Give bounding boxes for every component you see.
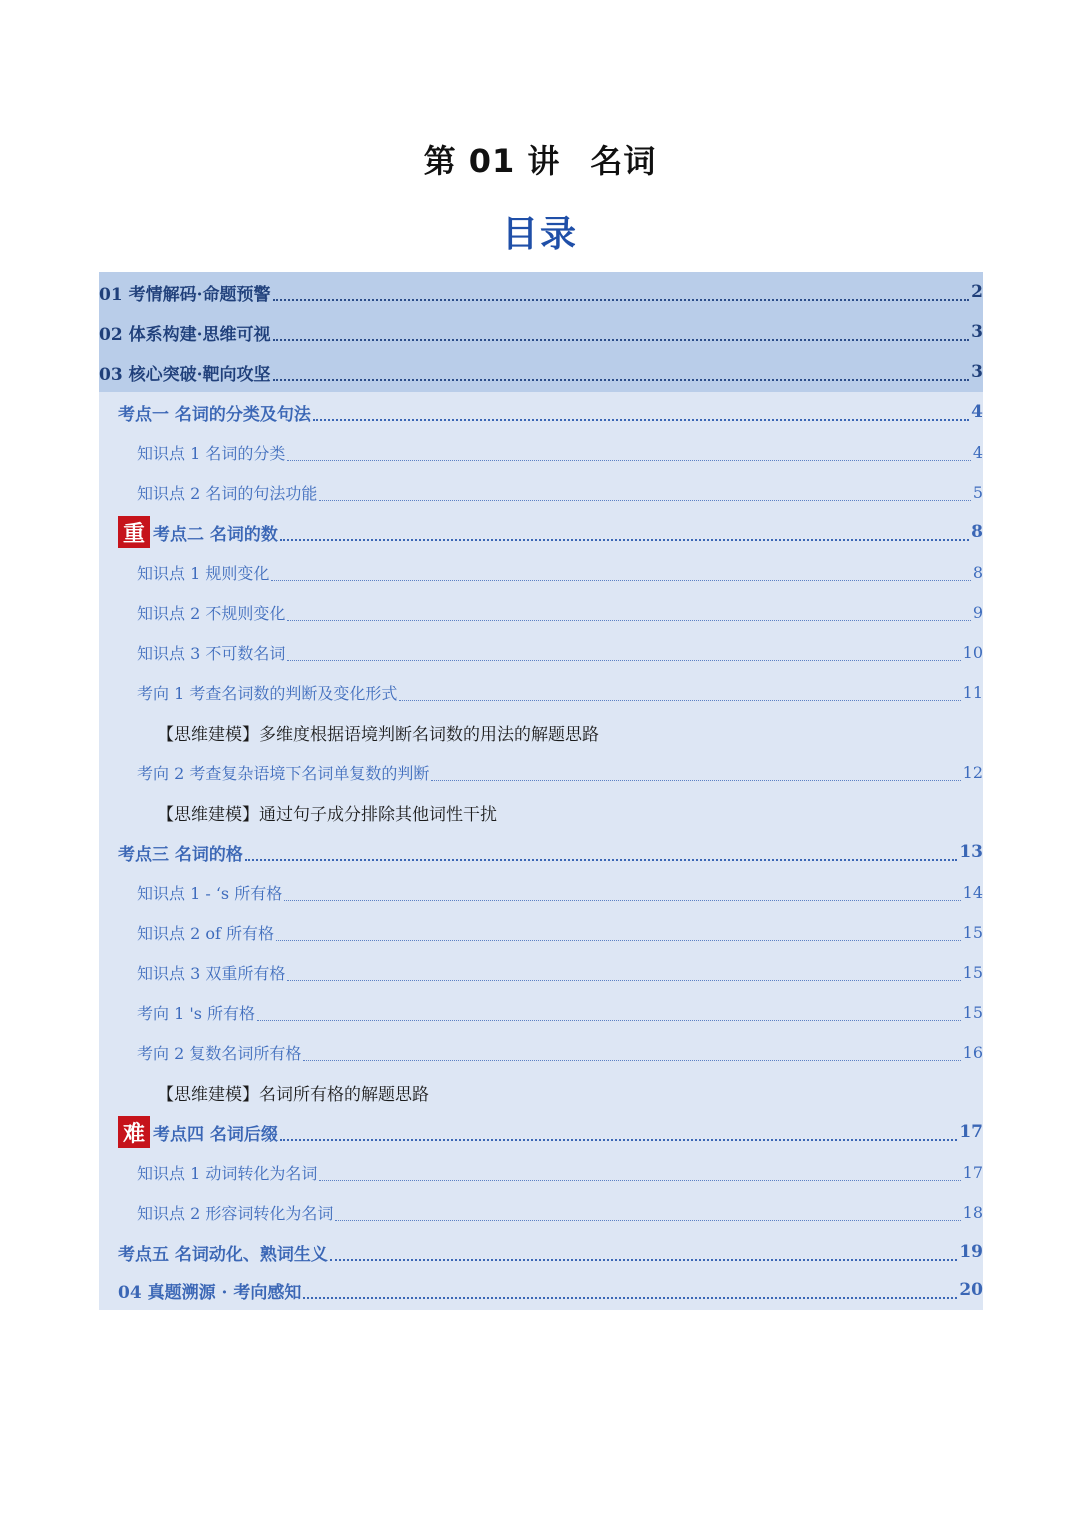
toc-entry-page: 3 <box>971 322 983 342</box>
toc-entry-page: 14 <box>962 882 983 902</box>
toc-leader <box>319 500 970 501</box>
toc-entry[interactable] <box>99 312 983 352</box>
toc-entry-label: 知识点 2 形容词转化为名词 <box>137 1203 334 1223</box>
toc-leader <box>303 1297 957 1299</box>
toc-entry[interactable] <box>99 1232 983 1272</box>
toc-entry-label: 考向 1 考查名词数的判断及变化形式 <box>137 683 398 703</box>
toc-entry-page: 11 <box>962 682 983 702</box>
toc-leader <box>280 539 969 541</box>
toc-entry[interactable] <box>99 1112 983 1152</box>
toc-leader <box>257 1020 961 1021</box>
toc-entry[interactable] <box>99 432 983 472</box>
toc-leader <box>273 299 970 301</box>
toc-entry[interactable] <box>99 752 983 792</box>
toc-entry-page: 12 <box>962 762 983 782</box>
toc-entry[interactable] <box>99 1192 983 1232</box>
toc-heading: 目录 <box>501 214 578 255</box>
toc-entry-page: 13 <box>959 842 983 862</box>
toc-entry-label: 【思维建模】名词所有格的解题思路 <box>157 1084 429 1105</box>
toc-entry-page: 3 <box>971 362 983 382</box>
toc-entry-page: 2 <box>971 282 983 302</box>
toc-entry-page: 15 <box>962 1002 983 1022</box>
toc-entry-label: 知识点 2 of 所有格 <box>137 923 274 943</box>
toc-entry-label: 02 体系构建·思维可视 <box>99 324 271 345</box>
toc-entry-page: 15 <box>962 962 983 982</box>
toc-entry[interactable] <box>99 272 983 312</box>
toc-entry[interactable] <box>99 992 983 1032</box>
toc-model-note[interactable] <box>99 712 983 752</box>
toc-entry-page: 9 <box>972 602 983 622</box>
toc-leader <box>319 1180 960 1181</box>
toc-model-note[interactable] <box>99 792 983 832</box>
toc-entry[interactable] <box>99 952 983 992</box>
toc-entry-label: 03 核心突破·靶向攻坚 <box>99 364 271 385</box>
toc-entry-label: 知识点 1 规则变化 <box>137 563 270 583</box>
toc-leader <box>271 580 970 581</box>
toc-entry[interactable] <box>99 912 983 952</box>
toc-entry[interactable] <box>99 552 983 592</box>
toc-entry[interactable] <box>99 1152 983 1192</box>
toc-entry-page: 20 <box>959 1280 983 1300</box>
toc-entry[interactable] <box>99 592 983 632</box>
toc-entry-label: 考向 2 复数名词所有格 <box>137 1043 302 1063</box>
toc-entry-label: 知识点 1 名词的分类 <box>137 443 286 463</box>
toc-entry-label: 考点四 名词后缀 <box>153 1124 278 1145</box>
toc-entry-label: 考点五 名词动化、熟词生义 <box>118 1244 328 1265</box>
toc-entry-page: 15 <box>962 922 983 942</box>
toc-entry-page: 8 <box>971 522 983 542</box>
toc-entry-label: 知识点 3 双重所有格 <box>137 963 286 983</box>
toc-leader <box>273 379 970 381</box>
toc-entry-label: 知识点 1 动词转化为名词 <box>137 1163 318 1183</box>
toc-entry-label: 考向 2 考查复杂语境下名词单复数的判断 <box>137 763 430 783</box>
toc-entry[interactable] <box>99 352 983 392</box>
toc-leader <box>330 1259 957 1261</box>
toc-entry[interactable] <box>99 1270 983 1310</box>
toc-entry-page: 19 <box>959 1242 983 1262</box>
toc-entry-page: 8 <box>972 562 983 582</box>
toc-entry-page: 10 <box>962 642 983 662</box>
toc-entry-page: 5 <box>972 482 983 502</box>
toc-leader <box>276 940 961 941</box>
toc-entry[interactable] <box>99 872 983 912</box>
toc-entry-label: 考点三 名词的格 <box>118 844 243 865</box>
toc-entry-label: 04 真题溯源 · 考向感知 <box>118 1282 302 1303</box>
toc-entry-label: 考点一 名词的分类及句法 <box>118 404 311 425</box>
toc-leader <box>313 419 969 421</box>
toc-leader <box>280 1139 957 1141</box>
toc-entry-label: 01 考情解码·命题预警 <box>99 284 271 305</box>
toc-leader <box>273 339 970 341</box>
key-point-badge: 重 <box>118 516 150 548</box>
toc-entry-label: 知识点 3 不可数名词 <box>137 643 286 663</box>
toc-leader <box>335 1220 960 1221</box>
toc-entry-label: 知识点 2 不规则变化 <box>137 603 286 623</box>
lecture-title <box>0 136 1080 182</box>
toc-model-note[interactable] <box>99 1072 983 1112</box>
toc-entry[interactable] <box>99 392 983 432</box>
toc-entry-label: 考点二 名词的数 <box>153 524 278 545</box>
lecture-topic: 名词 <box>590 142 657 180</box>
toc-entry-page: 17 <box>959 1122 983 1142</box>
toc-entry[interactable] <box>99 512 983 552</box>
toc-leader <box>287 620 970 621</box>
toc-entry[interactable] <box>99 632 983 672</box>
table-of-contents <box>99 272 983 1310</box>
toc-entry-page: 4 <box>972 442 983 462</box>
toc-leader <box>287 660 960 661</box>
toc-leader <box>287 980 960 981</box>
toc-leader <box>431 780 960 781</box>
toc-leader <box>399 700 960 701</box>
toc-entry-page: 4 <box>971 402 983 422</box>
lecture-number: 第 01 讲 <box>423 142 561 180</box>
toc-entry-page: 17 <box>962 1162 983 1182</box>
toc-entry[interactable] <box>99 472 983 512</box>
toc-entry-label: 知识点 1 - ‘s 所有格 <box>137 883 283 903</box>
toc-entry-label: 知识点 2 名词的句法功能 <box>137 483 318 503</box>
toc-leader <box>287 460 970 461</box>
toc-entry-page: 16 <box>962 1042 983 1062</box>
toc-leader <box>245 859 957 861</box>
toc-entry[interactable] <box>99 1032 983 1072</box>
toc-entry[interactable] <box>99 832 983 872</box>
toc-entry-label: 【思维建模】多维度根据语境判断名词数的用法的解题思路 <box>157 724 599 745</box>
toc-entry-label: 考向 1 's 所有格 <box>137 1003 256 1023</box>
difficult-point-badge: 难 <box>118 1116 150 1148</box>
toc-entry-page: 18 <box>962 1202 983 1222</box>
toc-entry-label: 【思维建模】通过句子成分排除其他词性干扰 <box>157 804 497 825</box>
toc-leader <box>284 900 960 901</box>
toc-entry[interactable] <box>99 672 983 712</box>
toc-leader <box>303 1060 960 1061</box>
